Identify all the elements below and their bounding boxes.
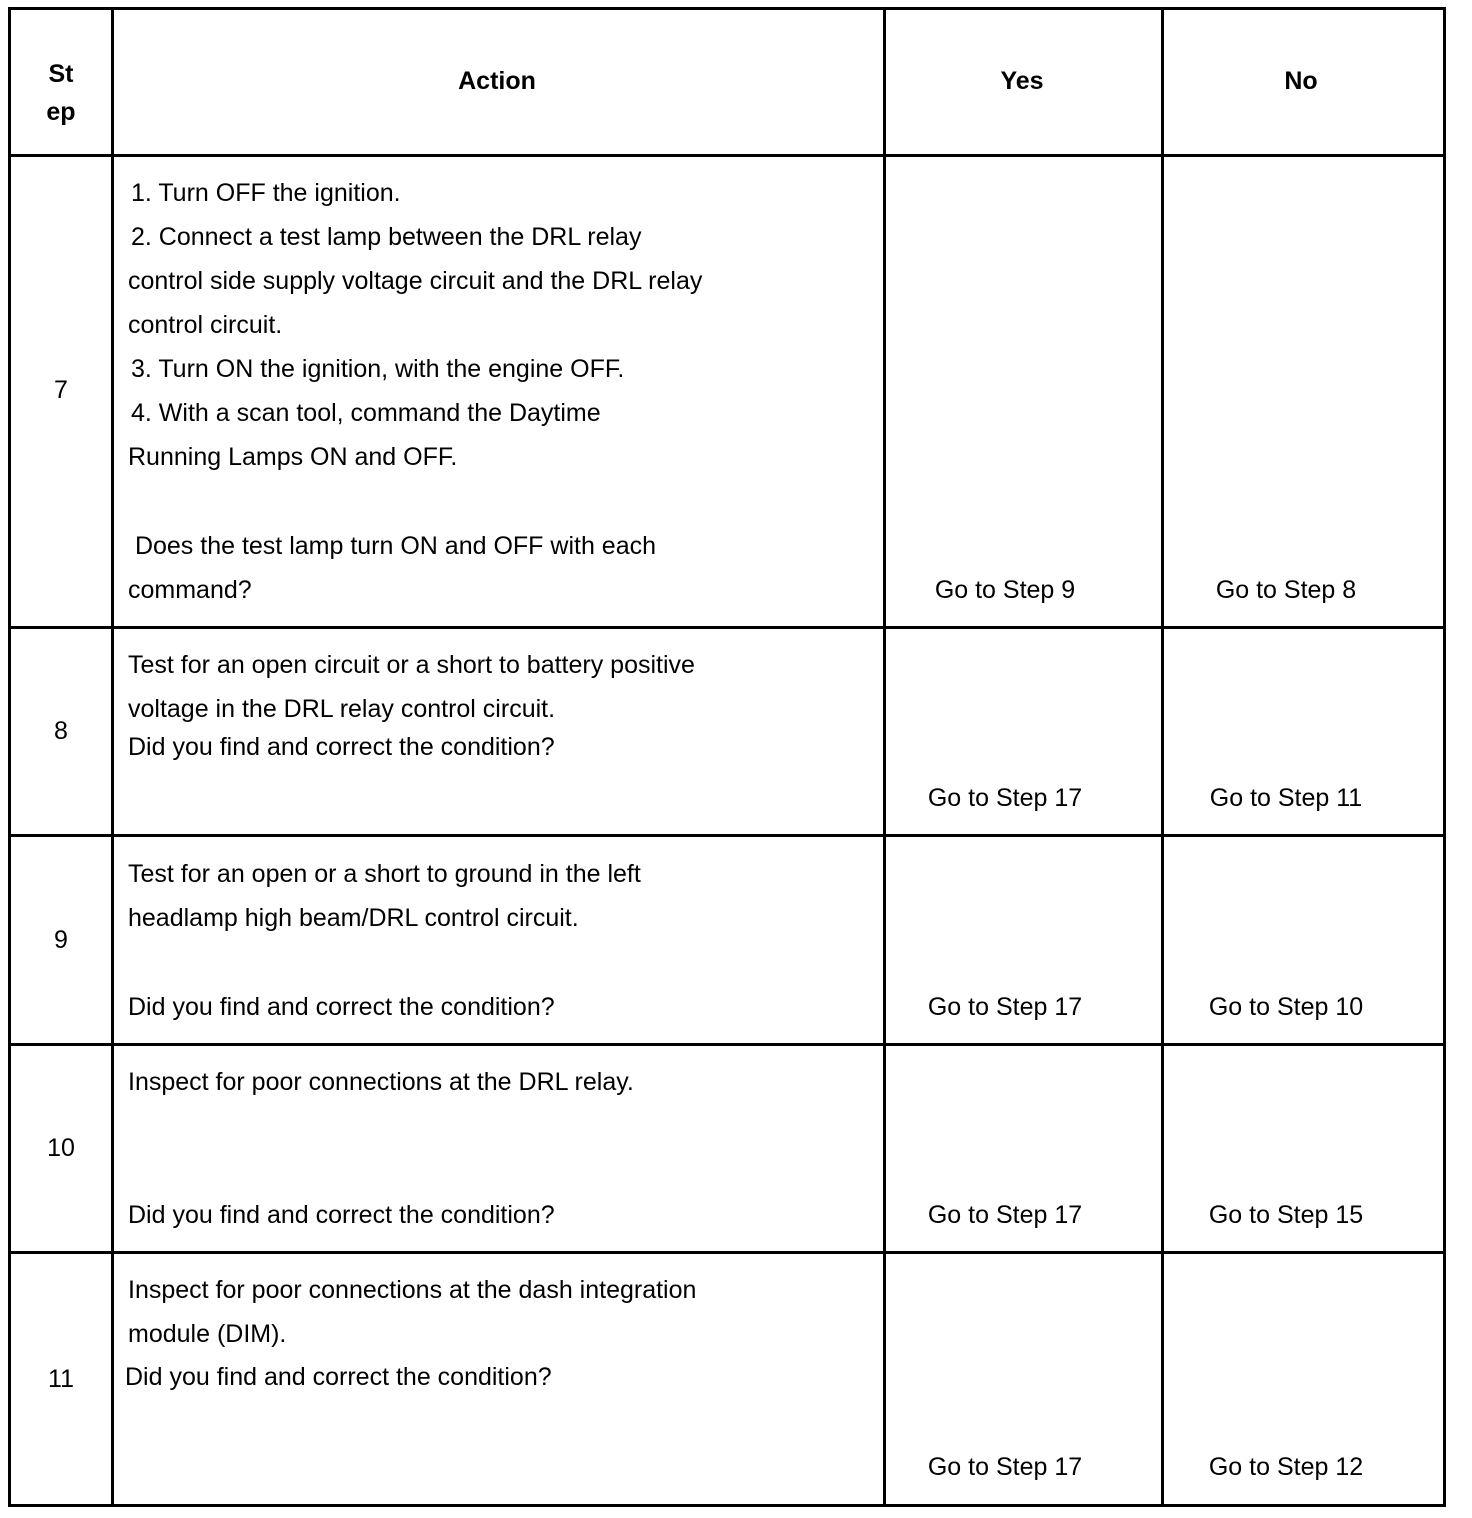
header-step-line2: ep <box>46 98 76 126</box>
action-line: control side supply voltage circuit and the DRL relay <box>128 267 703 295</box>
yes-result: Go to Step 9 <box>934 576 1076 604</box>
action-line: Inspect for poor connections at the dash integration <box>128 1276 697 1304</box>
row-divider <box>11 626 1443 629</box>
header-no: No <box>1284 67 1318 95</box>
action-text <box>128 852 641 940</box>
question-text <box>128 524 656 612</box>
no-result: Go to Step 11 <box>1209 784 1363 812</box>
step-number: 11 <box>48 1365 74 1393</box>
no-result: Go to Step 10 <box>1208 993 1364 1021</box>
column-divider <box>1161 10 1164 1504</box>
header-step <box>11 55 111 131</box>
question-text: Did you find and correct the condition? <box>125 1363 552 1391</box>
row-divider <box>11 1251 1443 1254</box>
header-yes: Yes <box>1000 67 1044 95</box>
step-number: 10 <box>47 1134 75 1162</box>
step-number: 7 <box>54 376 68 404</box>
yes-result: Go to Step 17 <box>927 1453 1083 1481</box>
action-text <box>128 1268 696 1356</box>
yes-result: Go to Step 17 <box>927 993 1083 1021</box>
action-text <box>128 171 702 479</box>
action-line: 4. With a scan tool, command the Daytime <box>131 399 601 427</box>
action-line: control circuit. <box>128 311 283 339</box>
action-line: 3. Turn ON the ignition, with the engine OFF. <box>131 355 625 383</box>
step-number: 9 <box>54 926 68 954</box>
action-line: Test for an open or a short to ground in the left <box>128 860 641 888</box>
column-divider <box>883 10 886 1504</box>
action-text: Inspect for poor connections at the DRL relay. <box>128 1068 634 1096</box>
yes-result: Go to Step 17 <box>927 784 1083 812</box>
row-divider <box>11 834 1443 837</box>
action-line: 1. Turn OFF the ignition. <box>131 179 401 207</box>
question-line: Does the test lamp turn ON and OFF with each <box>128 532 657 560</box>
action-line: module (DIM). <box>128 1320 287 1348</box>
question-text: Did you find and correct the condition? <box>128 1201 555 1229</box>
action-line: headlamp high beam/DRL control circuit. <box>128 904 579 932</box>
row-divider <box>11 154 1443 157</box>
question-text: Did you find and correct the condition? <box>128 993 555 1021</box>
no-result: Go to Step 15 <box>1208 1201 1364 1229</box>
no-result: Go to Step 8 <box>1215 576 1357 604</box>
action-line: Test for an open circuit or a short to battery positive <box>128 651 695 679</box>
yes-result: Go to Step 17 <box>927 1201 1083 1229</box>
header-action: Action <box>458 67 536 95</box>
no-result: Go to Step 12 <box>1208 1453 1364 1481</box>
action-line: Running Lamps ON and OFF. <box>128 443 458 471</box>
action-line: voltage in the DRL relay control circuit. <box>128 695 556 723</box>
step-number: 8 <box>54 717 68 745</box>
column-divider <box>111 10 114 1504</box>
question-text: Did you find and correct the condition? <box>128 733 555 761</box>
row-divider <box>11 1043 1443 1046</box>
action-line: 2. Connect a test lamp between the DRL relay <box>131 223 642 251</box>
question-line: command? <box>128 576 252 604</box>
header-step-line1: St <box>48 60 74 88</box>
action-text <box>128 643 695 731</box>
